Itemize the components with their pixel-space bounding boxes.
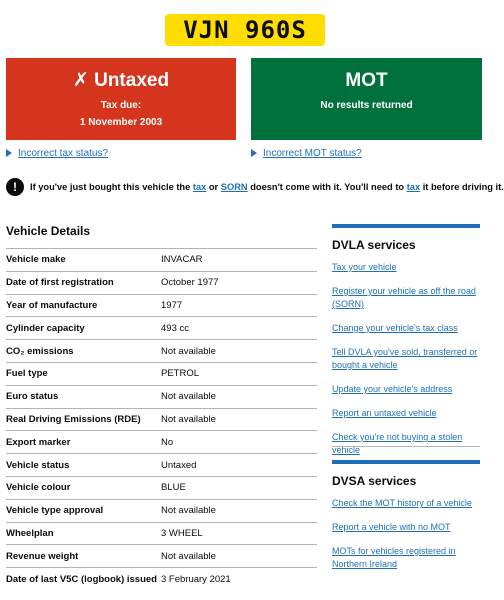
incorrect-tax-status-label: Incorrect tax status? — [18, 148, 109, 159]
row-value: October 1977 — [161, 277, 219, 289]
row-value: Untaxed — [161, 459, 197, 471]
warning-text — [30, 180, 504, 194]
warning-tax-link-2[interactable]: tax — [406, 182, 421, 192]
number-plate-wrap — [0, 14, 490, 46]
list-item — [332, 520, 480, 533]
tax-status-heading: ✗ Untaxed — [72, 70, 170, 91]
dvla-divider — [332, 446, 480, 447]
table-row — [6, 500, 317, 523]
table-row — [6, 317, 317, 340]
list-item — [332, 382, 480, 395]
dvla-service-link[interactable]: Update your vehicle's address — [332, 384, 453, 394]
row-value: Not available — [161, 413, 216, 425]
warning-tax-link[interactable]: tax — [192, 182, 207, 192]
row-label: Euro status — [6, 391, 59, 403]
incorrect-mot-status-link[interactable] — [251, 148, 362, 159]
dvla-service-link[interactable]: Report an untaxed vehicle — [332, 408, 437, 418]
row-value: Not available — [161, 550, 216, 562]
dvla-services-title: DVLA services — [332, 238, 416, 252]
table-row — [6, 386, 317, 409]
list-item — [332, 496, 480, 509]
warning-sorn-link[interactable]: SORN — [220, 182, 248, 192]
row-value: 493 cc — [161, 322, 189, 334]
tax-due-label: Tax due: — [100, 100, 142, 111]
row-value: 1977 — [161, 299, 183, 311]
tax-status-panel — [6, 58, 236, 140]
row-label: Date of last V5C (logbook) issued — [6, 574, 157, 586]
row-label: Revenue weight — [6, 550, 79, 562]
row-value: Not available — [161, 505, 216, 517]
row-label: Year of manufacture — [6, 299, 98, 311]
row-label: CO₂ emissions — [6, 345, 74, 357]
table-row — [6, 409, 317, 432]
table-row — [6, 454, 317, 477]
row-label: Export marker — [6, 436, 71, 448]
row-label: Wheelplan — [6, 527, 54, 539]
dvla-services — [332, 224, 480, 467]
warning-text-part: it before driving it. — [420, 182, 504, 192]
row-label: Date of first registration — [6, 277, 114, 289]
mot-status-text: No results returned — [320, 100, 413, 111]
row-value: BLUE — [161, 482, 186, 494]
row-value: PETROL — [161, 368, 200, 380]
dvla-service-link[interactable]: Change your vehicle's tax class — [332, 323, 458, 333]
list-item — [332, 544, 480, 570]
row-label: Vehicle type approval — [6, 505, 104, 517]
table-row — [6, 272, 317, 295]
dvsa-service-link[interactable]: MOTs for vehicles registered in Northern Ireland — [332, 546, 456, 569]
table-row — [6, 295, 317, 318]
triangle-right-icon — [251, 149, 257, 157]
table-row — [6, 431, 317, 454]
list-item — [332, 406, 480, 419]
list-item — [332, 260, 480, 273]
vehicle-details-title: Vehicle Details — [6, 224, 91, 238]
row-label: Vehicle make — [6, 254, 66, 266]
dvla-service-link[interactable]: Tax your vehicle — [332, 262, 397, 272]
list-item — [332, 430, 480, 456]
row-value: Not available — [161, 391, 216, 403]
table-row — [6, 340, 317, 363]
dvsa-services-title: DVSA services — [332, 474, 417, 488]
dvla-service-link[interactable]: Check you're not buying a stolen vehicle — [332, 432, 463, 455]
list-item — [332, 321, 480, 334]
list-item — [332, 345, 480, 371]
table-row — [6, 545, 317, 568]
incorrect-tax-status-link[interactable] — [6, 148, 108, 159]
row-value: 3 February 2021 — [161, 574, 231, 586]
mot-status-heading: MOT — [345, 70, 388, 91]
list-item — [332, 284, 480, 310]
row-label: Real Driving Emissions (RDE) — [6, 413, 141, 425]
row-label: Fuel type — [6, 368, 48, 380]
tax-due-date: 1 November 2003 — [79, 117, 163, 128]
table-row — [6, 477, 317, 500]
dvsa-services-list — [332, 496, 480, 570]
exclamation-icon: ! — [6, 178, 24, 196]
dvsa-service-link[interactable]: Check the MOT history of a vehicle — [332, 498, 472, 508]
row-label: Vehicle colour — [6, 482, 71, 494]
row-value: 3 WHEEL — [161, 527, 203, 539]
vehicle-details-table — [6, 248, 317, 591]
mot-status-panel — [251, 58, 482, 140]
dvla-service-link[interactable]: Register your vehicle as off the road (SORN) — [332, 286, 476, 309]
row-value: No — [161, 436, 174, 448]
dvsa-service-link[interactable]: Report a vehicle with no MOT — [332, 522, 451, 532]
triangle-right-icon — [6, 149, 12, 157]
dvla-services-list — [332, 260, 480, 456]
row-label: Vehicle status — [6, 459, 70, 471]
row-value: Not available — [161, 345, 216, 357]
dvsa-services — [332, 460, 480, 581]
warning-text-part: If you've just bought this vehicle the — [30, 182, 193, 192]
incorrect-mot-status-label: Incorrect MOT status? — [263, 148, 362, 159]
row-label: Cylinder capacity — [6, 322, 85, 334]
dvla-service-link[interactable]: Tell DVLA you've sold, transferred or bought a vehicle — [332, 347, 478, 370]
table-row — [6, 363, 317, 386]
table-row — [6, 568, 317, 591]
warning-text-part: doesn't come with it. You'll need to — [247, 182, 407, 192]
row-value: INVACAR — [161, 254, 203, 266]
warning-banner — [6, 178, 504, 196]
table-row — [6, 523, 317, 546]
number-plate: VJN 960S — [165, 14, 325, 46]
table-row — [6, 249, 317, 272]
warning-text-part: or — [206, 182, 221, 192]
